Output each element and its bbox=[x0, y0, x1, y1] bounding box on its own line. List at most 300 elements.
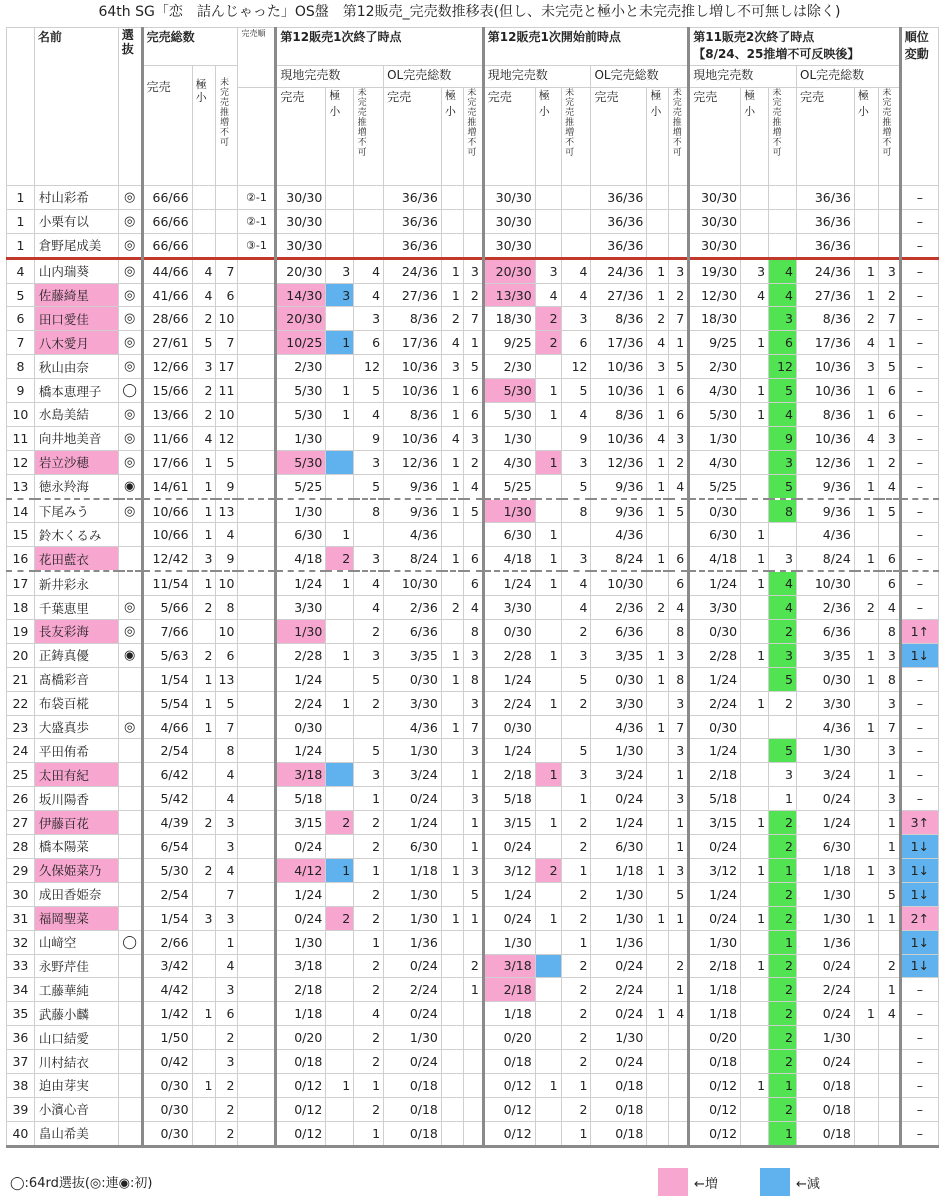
b-col2-cell: 6 bbox=[561, 331, 591, 355]
c-col0-cell: 1/24 bbox=[689, 667, 741, 691]
total-sold-cell: 11/54 bbox=[142, 571, 192, 595]
c-col1-cell: 1 bbox=[741, 523, 769, 547]
a-col0-cell: 0/24 bbox=[276, 906, 326, 930]
b-col1-cell bbox=[535, 954, 561, 978]
b-col0-cell: 3/12 bbox=[483, 858, 535, 882]
a-col2-cell: 4 bbox=[354, 283, 384, 307]
c-col1-cell bbox=[741, 1026, 769, 1050]
b-col2-cell: 1 bbox=[561, 1073, 591, 1097]
a-col0-cell: 1/24 bbox=[276, 571, 326, 595]
b-col2-cell: 2 bbox=[561, 906, 591, 930]
total-tiny-cell bbox=[192, 763, 216, 787]
c-col2-cell: 3 bbox=[769, 643, 797, 667]
a-col3-cell: 3/30 bbox=[384, 691, 442, 715]
c-col3-cell: 36/36 bbox=[797, 233, 855, 258]
rank-change-cell: – bbox=[900, 355, 938, 379]
b-col0-cell: 1/30 bbox=[483, 499, 535, 523]
c-col3-cell: 4/36 bbox=[797, 715, 855, 739]
a-col1-cell bbox=[326, 596, 354, 620]
table-row bbox=[7, 283, 939, 307]
rank-change-cell: – bbox=[900, 571, 938, 595]
total-tiny-cell: 2 bbox=[192, 858, 216, 882]
b-col4-cell: 4 bbox=[647, 331, 669, 355]
total-unsold-cell: 1 bbox=[216, 930, 238, 954]
a-col5-cell: 6 bbox=[463, 571, 483, 595]
c-col2-cell: 1 bbox=[769, 1121, 797, 1146]
c-col3-cell: 1/30 bbox=[797, 739, 855, 763]
a-col4-cell: 1 bbox=[441, 403, 463, 427]
a-col1-cell bbox=[326, 882, 354, 906]
name-cell: 佐藤綺星 bbox=[34, 283, 118, 307]
b-col3-cell: 6/30 bbox=[591, 835, 647, 859]
total-sold-cell: 2/54 bbox=[142, 739, 192, 763]
a-col0-cell: 1/30 bbox=[276, 620, 326, 644]
table-row bbox=[7, 739, 939, 763]
increase-swatch bbox=[658, 1168, 688, 1196]
total-tiny-cell: 2 bbox=[192, 379, 216, 403]
c-col0-cell: 5/25 bbox=[689, 474, 741, 498]
a-col2-cell: 2 bbox=[354, 978, 384, 1002]
b-col4-cell bbox=[647, 209, 669, 233]
a-col1-cell bbox=[326, 1026, 354, 1050]
c-col3-cell: 0/24 bbox=[797, 787, 855, 811]
c-col2-cell bbox=[769, 523, 797, 547]
a-col0-cell: 2/18 bbox=[276, 978, 326, 1002]
select-mark-cell bbox=[118, 547, 142, 571]
total-sold-cell: 5/54 bbox=[142, 691, 192, 715]
c-col4-cell bbox=[854, 1121, 878, 1146]
a-col4-cell bbox=[441, 1121, 463, 1146]
c-col0-cell: 0/30 bbox=[689, 620, 741, 644]
c-col2-cell: 5 bbox=[769, 739, 797, 763]
header-order-blank bbox=[238, 88, 276, 186]
a-col1-cell: 1 bbox=[326, 379, 354, 403]
rank-cell: 8 bbox=[7, 355, 35, 379]
b-col2-cell bbox=[561, 209, 591, 233]
table-row bbox=[7, 258, 939, 283]
c-col0-cell: 0/12 bbox=[689, 1121, 741, 1146]
c-col4-cell: 1 bbox=[854, 283, 878, 307]
c-col4-cell: 1 bbox=[854, 499, 878, 523]
b-col3-cell: 3/24 bbox=[591, 763, 647, 787]
a-col4-cell: 3 bbox=[441, 355, 463, 379]
header-a-ol-tiny: 極小 bbox=[441, 88, 463, 186]
table-row bbox=[7, 906, 939, 930]
order-cell bbox=[238, 691, 276, 715]
select-mark-cell bbox=[118, 858, 142, 882]
b-col3-cell: 8/36 bbox=[591, 403, 647, 427]
a-col3-cell: 8/36 bbox=[384, 307, 442, 331]
a-col5-cell: 1 bbox=[463, 835, 483, 859]
b-col3-cell: 1/36 bbox=[591, 930, 647, 954]
b-col2-cell: 2 bbox=[561, 620, 591, 644]
name-cell: 花田藍衣 bbox=[34, 547, 118, 571]
a-col5-cell bbox=[463, 1073, 483, 1097]
name-cell: 工藤華純 bbox=[34, 978, 118, 1002]
b-col2-cell: 1 bbox=[561, 858, 591, 882]
b-col2-cell: 2 bbox=[561, 978, 591, 1002]
rank-cell: 34 bbox=[7, 978, 35, 1002]
b-col4-cell bbox=[647, 691, 669, 715]
rank-change-cell: 1↓ bbox=[900, 930, 938, 954]
c-col2-cell: 1 bbox=[769, 930, 797, 954]
header-total-unsold: 未完売推増不可 bbox=[216, 66, 238, 186]
select-mark-cell bbox=[118, 763, 142, 787]
total-tiny-cell: 2 bbox=[192, 643, 216, 667]
rank-cell: 13 bbox=[7, 474, 35, 498]
a-col4-cell bbox=[441, 1026, 463, 1050]
c-col4-cell: 1 bbox=[854, 474, 878, 498]
order-cell bbox=[238, 954, 276, 978]
order-cell bbox=[238, 426, 276, 450]
total-sold-cell: 10/66 bbox=[142, 523, 192, 547]
total-unsold-cell: 11 bbox=[216, 379, 238, 403]
a-col2-cell: 2 bbox=[354, 954, 384, 978]
c-col4-cell bbox=[854, 954, 878, 978]
a-col4-cell bbox=[441, 811, 463, 835]
name-cell: 大盛真歩 bbox=[34, 715, 118, 739]
a-col5-cell bbox=[463, 523, 483, 547]
order-cell bbox=[238, 763, 276, 787]
table-row bbox=[7, 403, 939, 427]
c-col1-cell: 1 bbox=[741, 547, 769, 571]
b-col1-cell bbox=[535, 233, 561, 258]
rank-change-cell: – bbox=[900, 258, 938, 283]
c-col1-cell bbox=[741, 355, 769, 379]
c-col0-cell: 4/30 bbox=[689, 450, 741, 474]
b-col3-cell: 1/30 bbox=[591, 1026, 647, 1050]
name-cell: 成田香姫奈 bbox=[34, 882, 118, 906]
rank-cell: 23 bbox=[7, 715, 35, 739]
a-col5-cell: 3 bbox=[463, 858, 483, 882]
b-col5-cell bbox=[669, 209, 689, 233]
a-col0-cell: 1/24 bbox=[276, 667, 326, 691]
c-col3-cell: 0/18 bbox=[797, 1097, 855, 1121]
a-col1-cell: 1 bbox=[326, 523, 354, 547]
b-col1-cell bbox=[535, 1002, 561, 1026]
a-col4-cell bbox=[441, 1073, 463, 1097]
select-mark-cell: ◎ bbox=[118, 307, 142, 331]
b-col0-cell: 1/24 bbox=[483, 667, 535, 691]
b-col4-cell bbox=[647, 1073, 669, 1097]
select-mark-cell: ◯ bbox=[118, 379, 142, 403]
total-tiny-cell bbox=[192, 209, 216, 233]
b-col4-cell: 2 bbox=[647, 307, 669, 331]
order-cell bbox=[238, 811, 276, 835]
b-col2-cell: 1 bbox=[561, 787, 591, 811]
c-col3-cell: 36/36 bbox=[797, 186, 855, 210]
b-col2-cell: 2 bbox=[561, 1002, 591, 1026]
a-col0-cell: 6/30 bbox=[276, 523, 326, 547]
b-col3-cell: 2/36 bbox=[591, 596, 647, 620]
c-col1-cell bbox=[741, 763, 769, 787]
a-col0-cell: 0/18 bbox=[276, 1050, 326, 1074]
select-mark-cell bbox=[118, 906, 142, 930]
a-col5-cell bbox=[463, 1002, 483, 1026]
name-cell: 坂川陽香 bbox=[34, 787, 118, 811]
c-col2-cell: 5 bbox=[769, 474, 797, 498]
a-col0-cell: 1/24 bbox=[276, 739, 326, 763]
b-col3-cell: 36/36 bbox=[591, 209, 647, 233]
a-col3-cell: 9/36 bbox=[384, 499, 442, 523]
rank-cell: 20 bbox=[7, 643, 35, 667]
c-col4-cell bbox=[854, 930, 878, 954]
total-sold-cell: 4/39 bbox=[142, 811, 192, 835]
b-col1-cell: 1 bbox=[535, 523, 561, 547]
select-mark-cell: ◎ bbox=[118, 426, 142, 450]
rank-change-cell: – bbox=[900, 331, 938, 355]
a-col3-cell: 1/30 bbox=[384, 906, 442, 930]
a-col4-cell bbox=[441, 835, 463, 859]
b-col0-cell: 0/12 bbox=[483, 1073, 535, 1097]
c-col2-cell: 4 bbox=[769, 596, 797, 620]
b-col0-cell: 2/28 bbox=[483, 643, 535, 667]
total-tiny-cell bbox=[192, 882, 216, 906]
a-col1-cell: 3 bbox=[326, 258, 354, 283]
rank-cell: 28 bbox=[7, 835, 35, 859]
table-row bbox=[7, 307, 939, 331]
order-cell: ②-1 bbox=[238, 209, 276, 233]
table-row bbox=[7, 209, 939, 233]
c-col3-cell: 0/30 bbox=[797, 667, 855, 691]
c-col0-cell: 12/30 bbox=[689, 283, 741, 307]
a-col2-cell: 1 bbox=[354, 930, 384, 954]
select-mark-cell bbox=[118, 787, 142, 811]
a-col0-cell: 5/30 bbox=[276, 403, 326, 427]
c-col4-cell: 1 bbox=[854, 667, 878, 691]
c-col1-cell: 1 bbox=[741, 906, 769, 930]
order-cell bbox=[238, 835, 276, 859]
b-col1-cell bbox=[535, 620, 561, 644]
c-col2-cell: 5 bbox=[769, 667, 797, 691]
b-col0-cell: 1/24 bbox=[483, 739, 535, 763]
b-col0-cell: 5/30 bbox=[483, 379, 535, 403]
header-a-local-tiny: 極小 bbox=[326, 88, 354, 186]
table-row bbox=[7, 1026, 939, 1050]
table-row bbox=[7, 1097, 939, 1121]
total-tiny-cell: 1 bbox=[192, 474, 216, 498]
b-col3-cell: 4/36 bbox=[591, 715, 647, 739]
a-col0-cell: 2/24 bbox=[276, 691, 326, 715]
a-col2-cell: 2 bbox=[354, 1026, 384, 1050]
a-col2-cell: 1 bbox=[354, 858, 384, 882]
rank-change-cell: – bbox=[900, 691, 938, 715]
total-sold-cell: 12/42 bbox=[142, 547, 192, 571]
order-cell bbox=[238, 715, 276, 739]
b-col0-cell: 3/18 bbox=[483, 954, 535, 978]
c-col5-cell: 1 bbox=[878, 763, 900, 787]
rank-cell: 33 bbox=[7, 954, 35, 978]
a-col4-cell: 1 bbox=[441, 858, 463, 882]
total-tiny-cell: 4 bbox=[192, 283, 216, 307]
c-col0-cell: 1/24 bbox=[689, 571, 741, 595]
a-col3-cell: 0/24 bbox=[384, 954, 442, 978]
a-col5-cell bbox=[463, 1121, 483, 1146]
name-cell: 永野芹佳 bbox=[34, 954, 118, 978]
a-col2-cell: 5 bbox=[354, 667, 384, 691]
c-col3-cell: 10/30 bbox=[797, 571, 855, 595]
total-tiny-cell: 2 bbox=[192, 403, 216, 427]
b-col0-cell: 3/30 bbox=[483, 596, 535, 620]
name-cell: 正鋳真優 bbox=[34, 643, 118, 667]
c-col5-cell: 1 bbox=[878, 906, 900, 930]
c-col2-cell: 1 bbox=[769, 858, 797, 882]
c-col0-cell: 2/30 bbox=[689, 355, 741, 379]
b-col5-cell: 6 bbox=[669, 403, 689, 427]
a-col4-cell: 1 bbox=[441, 379, 463, 403]
b-col3-cell: 17/36 bbox=[591, 331, 647, 355]
a-col2-cell: 5 bbox=[354, 739, 384, 763]
rank-cell: 24 bbox=[7, 739, 35, 763]
a-col3-cell: 8/24 bbox=[384, 547, 442, 571]
c-col2-cell bbox=[769, 186, 797, 210]
c-col2-cell: 1 bbox=[769, 1073, 797, 1097]
a-col5-cell: 5 bbox=[463, 499, 483, 523]
a-col5-cell: 1 bbox=[463, 763, 483, 787]
select-mark-cell: ◉ bbox=[118, 474, 142, 498]
c-col3-cell: 24/36 bbox=[797, 258, 855, 283]
c-col3-cell: 6/30 bbox=[797, 835, 855, 859]
total-unsold-cell: 17 bbox=[216, 355, 238, 379]
b-col3-cell: 36/36 bbox=[591, 233, 647, 258]
name-cell: 村山彩希 bbox=[34, 186, 118, 210]
a-col0-cell: 2/28 bbox=[276, 643, 326, 667]
order-cell bbox=[238, 1026, 276, 1050]
total-unsold-cell: 3 bbox=[216, 978, 238, 1002]
a-col5-cell: 2 bbox=[463, 283, 483, 307]
b-col3-cell: 10/36 bbox=[591, 355, 647, 379]
b-col3-cell: 0/30 bbox=[591, 667, 647, 691]
rank-change-cell: – bbox=[900, 426, 938, 450]
select-mark-cell bbox=[118, 1097, 142, 1121]
b-col1-cell: 3 bbox=[535, 258, 561, 283]
c-col1-cell: 1 bbox=[741, 811, 769, 835]
b-col1-cell: 1 bbox=[535, 1073, 561, 1097]
total-tiny-cell: 4 bbox=[192, 426, 216, 450]
b-col2-cell: 5 bbox=[561, 474, 591, 498]
b-col5-cell: 1 bbox=[669, 331, 689, 355]
a-col2-cell: 4 bbox=[354, 403, 384, 427]
total-tiny-cell: 1 bbox=[192, 450, 216, 474]
c-col2-cell: 12 bbox=[769, 355, 797, 379]
c-col5-cell: 2 bbox=[878, 450, 900, 474]
c-col0-cell: 19/30 bbox=[689, 258, 741, 283]
a-col5-cell: 3 bbox=[463, 426, 483, 450]
rank-change-cell: – bbox=[900, 307, 938, 331]
b-col4-cell bbox=[647, 233, 669, 258]
b-col0-cell: 1/30 bbox=[483, 426, 535, 450]
c-col4-cell: 1 bbox=[854, 715, 878, 739]
total-sold-cell: 66/66 bbox=[142, 186, 192, 210]
total-sold-cell: 5/66 bbox=[142, 596, 192, 620]
select-mark-cell: ◎ bbox=[118, 233, 142, 258]
a-col5-cell: 1 bbox=[463, 811, 483, 835]
table-row bbox=[7, 523, 939, 547]
total-sold-cell: 44/66 bbox=[142, 258, 192, 283]
b-col2-cell: 3 bbox=[561, 307, 591, 331]
a-col0-cell: 0/24 bbox=[276, 835, 326, 859]
b-col2-cell: 2 bbox=[561, 882, 591, 906]
header-b-local-sold: 完売 bbox=[483, 88, 535, 186]
a-col3-cell: 1/30 bbox=[384, 882, 442, 906]
c-col5-cell: 4 bbox=[878, 596, 900, 620]
a-col2-cell: 2 bbox=[354, 691, 384, 715]
c-col5-cell: 3 bbox=[878, 691, 900, 715]
b-col5-cell: 2 bbox=[669, 954, 689, 978]
c-col2-cell: 2 bbox=[769, 906, 797, 930]
rank-cell: 31 bbox=[7, 906, 35, 930]
select-mark-cell bbox=[118, 811, 142, 835]
total-sold-cell: 66/66 bbox=[142, 209, 192, 233]
rank-change-cell: – bbox=[900, 1097, 938, 1121]
a-col3-cell: 1/24 bbox=[384, 811, 442, 835]
table-row bbox=[7, 835, 939, 859]
b-col2-cell: 2 bbox=[561, 811, 591, 835]
b-col5-cell: 3 bbox=[669, 258, 689, 283]
table-row bbox=[7, 882, 939, 906]
b-col4-cell: 1 bbox=[647, 667, 669, 691]
a-col1-cell bbox=[326, 1097, 354, 1121]
order-cell bbox=[238, 403, 276, 427]
c-col4-cell: 2 bbox=[854, 596, 878, 620]
a-col4-cell bbox=[441, 763, 463, 787]
c-col1-cell bbox=[741, 596, 769, 620]
total-sold-cell: 10/66 bbox=[142, 499, 192, 523]
a-col5-cell: 3 bbox=[463, 258, 483, 283]
a-col0-cell: 1/30 bbox=[276, 499, 326, 523]
total-unsold-cell: 2 bbox=[216, 1026, 238, 1050]
c-col1-cell bbox=[741, 1050, 769, 1074]
total-sold-cell: 1/42 bbox=[142, 1002, 192, 1026]
a-col4-cell bbox=[441, 233, 463, 258]
c-col2-cell: 5 bbox=[769, 379, 797, 403]
a-col0-cell: 0/30 bbox=[276, 715, 326, 739]
a-col3-cell: 24/36 bbox=[384, 258, 442, 283]
c-col5-cell bbox=[878, 1026, 900, 1050]
table-row bbox=[7, 667, 939, 691]
total-sold-cell: 2/54 bbox=[142, 882, 192, 906]
c-col0-cell: 4/30 bbox=[689, 379, 741, 403]
header-b-ol-unsold: 未完売推増不可 bbox=[669, 88, 689, 186]
total-unsold-cell: 10 bbox=[216, 571, 238, 595]
rank-change-cell: – bbox=[900, 787, 938, 811]
b-col4-cell: 1 bbox=[647, 547, 669, 571]
name-cell: 山﨑空 bbox=[34, 930, 118, 954]
a-col1-cell: 1 bbox=[326, 691, 354, 715]
b-col4-cell bbox=[647, 954, 669, 978]
total-unsold-cell: 12 bbox=[216, 426, 238, 450]
rank-cell: 10 bbox=[7, 403, 35, 427]
name-cell: 向井地美音 bbox=[34, 426, 118, 450]
total-unsold-cell: 3 bbox=[216, 835, 238, 859]
total-unsold-cell: 2 bbox=[216, 1097, 238, 1121]
rank-cell: 37 bbox=[7, 1050, 35, 1074]
a-col1-cell: 1 bbox=[326, 571, 354, 595]
c-col0-cell: 0/30 bbox=[689, 715, 741, 739]
table-row bbox=[7, 620, 939, 644]
a-col1-cell: 2 bbox=[326, 906, 354, 930]
a-col4-cell: 1 bbox=[441, 283, 463, 307]
select-mark-cell: ◎ bbox=[118, 620, 142, 644]
total-unsold-cell: 5 bbox=[216, 691, 238, 715]
c-col5-cell: 7 bbox=[878, 715, 900, 739]
c-col4-cell bbox=[854, 691, 878, 715]
a-col0-cell: 20/30 bbox=[276, 307, 326, 331]
a-col5-cell bbox=[463, 930, 483, 954]
a-col1-cell bbox=[326, 715, 354, 739]
b-col5-cell: 7 bbox=[669, 307, 689, 331]
b-col1-cell bbox=[535, 1121, 561, 1146]
